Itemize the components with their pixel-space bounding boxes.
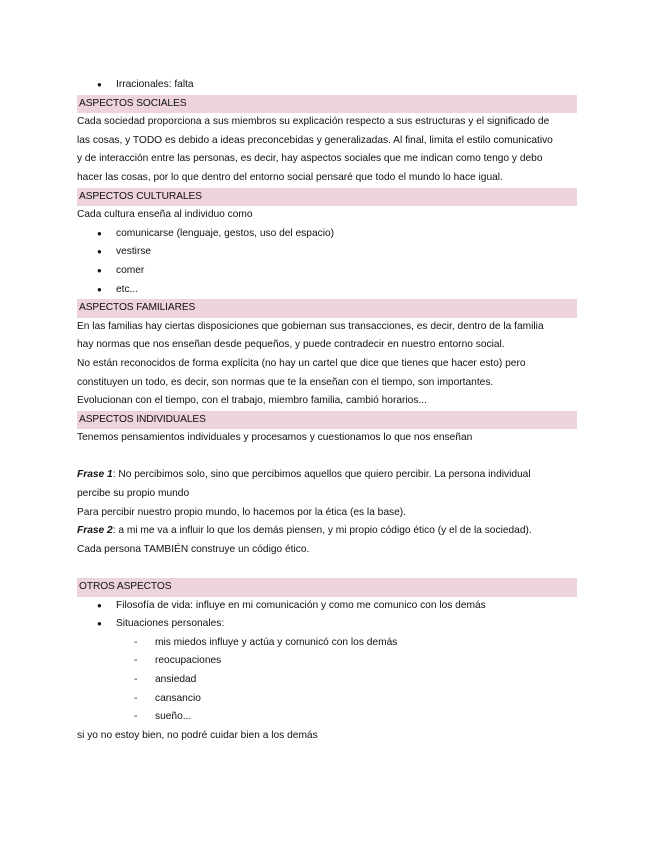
paragraph-line: las cosas, y TODO es debido a ideas preconcebidas y generalizadas. Al final, limita el estilo comunicativo: [77, 134, 553, 146]
paragraph-line: Cada sociedad proporciona a sus miembros su explicación respecto a sus estructuras y el significado de: [77, 116, 550, 128]
frase-line: Frase 2: a mi me va a influir lo que los demás piensen, y mi propio código ético (y el de la sociedad).: [77, 525, 532, 537]
paragraph-line: En las familias hay ciertas disposiciones que gobiernan sus transacciones, es decir, dentro de la familia: [77, 320, 544, 332]
paragraph-line: hacer las cosas, por lo que dentro del entorno social pensaré que todo el mundo lo hace igual.: [77, 171, 503, 183]
section-heading: ASPECTOS CULTURALES: [77, 188, 577, 207]
section-heading: ASPECTOS SOCIALES: [77, 95, 577, 114]
bullet-item: ● comer: [77, 262, 577, 281]
paragraph-line: si yo no estoy bien, no podré cuidar bien a los demás: [77, 729, 318, 741]
bullet-item: ● comunicarse (lenguaje, gestos, uso del espacio): [77, 225, 577, 244]
document-page: [77, 76, 577, 745]
blank-line: [77, 448, 577, 467]
frase-label: Frase 1: [77, 469, 113, 481]
dash-item: - sueño...: [77, 708, 577, 727]
section-heading: ASPECTOS INDIVIDUALES: [77, 411, 577, 430]
section-heading: ASPECTOS FAMILIARES: [77, 299, 577, 318]
paragraph-line: constituyen un todo, es decir, son normas que te la enseñan con el tiempo, son importantes.: [77, 376, 494, 388]
frase-label: Frase 2: [77, 525, 113, 537]
paragraph-line: Tenemos pensamientos individuales y procesamos y cuestionamos lo que nos enseñan: [77, 432, 473, 444]
paragraph-line: percibe su propio mundo: [77, 488, 190, 500]
bullet-item: ● Situaciones personales:: [77, 615, 577, 634]
dash-item: - cansancio: [77, 690, 577, 709]
paragraph-line: Cada cultura enseña al individuo como: [77, 209, 253, 221]
paragraph-line: Evolucionan con el tiempo, con el trabajo, miembro familia, cambió horarios...: [77, 395, 427, 407]
paragraph-line: hay normas que nos enseñan desde pequeños, y puede contradecir en nuestro entorno social.: [77, 339, 505, 351]
bullet-item: ● Irracionales: falta: [77, 76, 577, 95]
frase-line: Frase 1: No percibimos solo, sino que percibimos aquellos que quiero percibir. La persona individual: [77, 469, 531, 481]
bullet-item: ● vestirse: [77, 243, 577, 262]
dash-item: - reocupaciones: [77, 652, 577, 671]
paragraph-line: Para percibir nuestro propio mundo, lo hacemos por la ética (es la base).: [77, 506, 406, 518]
paragraph-line: No están reconocidos de forma explícita (no hay un cartel que dice que tienes que hacer esto) pero: [77, 357, 526, 369]
bullet-item: ● etc...: [77, 281, 577, 300]
dash-item: - mis miedos influye y actúa y comunicó con los demás: [77, 634, 577, 653]
section-heading: OTROS ASPECTOS: [77, 578, 577, 597]
paragraph-line: Cada persona TAMBIÉN construye un código ético.: [77, 543, 310, 555]
bullet-item: ● Filosofía de vida: influye en mi comunicación y como me comunico con los demás: [77, 597, 577, 616]
blank-line: [77, 559, 577, 578]
dash-item: - ansiedad: [77, 671, 577, 690]
paragraph-line: y de interacción entre las personas, es decir, hay aspectos sociales que me indican como tengo y debo: [77, 153, 543, 165]
